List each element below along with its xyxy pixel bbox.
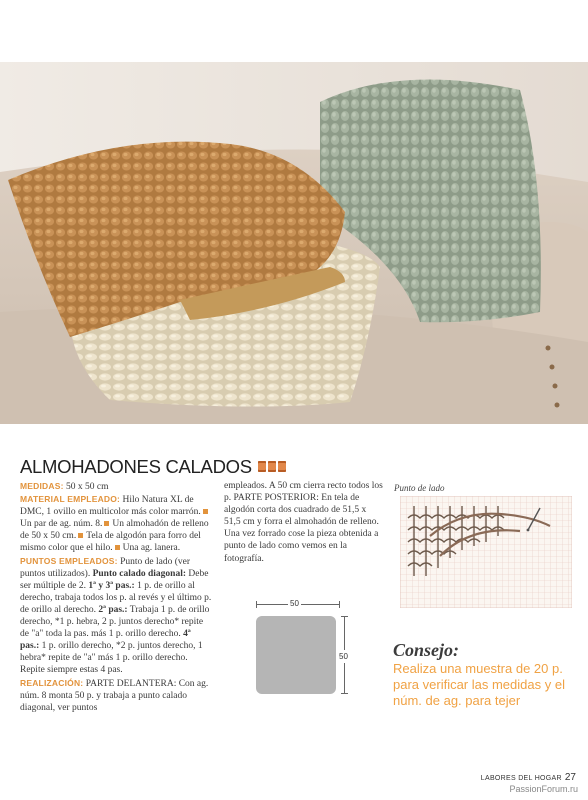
material-item: Un par de ag. núm. 8. — [20, 519, 103, 530]
pas-text: Trabaja 1 p. de orillo derecho, *1 p. hebra, 2 p. juntos derecho* repite de "a" toda la pas. más 1 p. orillo derecho. — [20, 604, 210, 640]
pas-label: 4ª pas.: — [20, 629, 191, 652]
realizacion-label: REALIZACIÓN: — [20, 677, 84, 688]
puntos-text: Debe ser múltiple de 2. — [20, 568, 209, 591]
realizacion-text: PARTE DELANTERA: Con ag. núm. 8 monta 50 p. y trabaja a punto calado diagonal, ver puntos — [20, 678, 209, 713]
page-number: 27 — [564, 772, 576, 783]
material-item: Un almohadón de relleno de 50 x 50 cm. — [20, 519, 209, 542]
bullet-icon — [203, 509, 208, 514]
difficulty-icons — [258, 461, 286, 472]
figure-caption: Punto de lado — [394, 483, 445, 493]
instructions-column-1 — [20, 480, 212, 714]
spool-icon — [278, 461, 286, 472]
size-diagram — [250, 600, 362, 700]
cushion-square — [256, 616, 336, 694]
publication-name: LABORES DEL HOGAR — [480, 775, 562, 782]
punto-calado-heading: Punto calado diagonal: — [92, 568, 187, 579]
material-item: Tela de algodón para forro del mismo color que el hilo. — [20, 531, 201, 554]
material-label: MATERIAL EMPLEADO: — [20, 494, 121, 505]
stitch-grid-illustration — [400, 496, 572, 608]
stitch-figure — [400, 496, 572, 608]
watermark: PassionForum.ru — [509, 784, 578, 794]
page-title — [20, 456, 286, 478]
spool-icon — [268, 461, 276, 472]
bullet-icon — [115, 545, 120, 550]
bullet-icon — [78, 533, 83, 538]
cushions-illustration — [0, 62, 588, 424]
tip-heading: Consejo: — [393, 640, 460, 660]
pas-label: 2ª pas.: — [98, 604, 128, 615]
tip-text: Realiza una muestra de 20 p. para verificar las medidas y el núm. de ag. para tejer — [393, 661, 565, 708]
tip-box — [393, 640, 573, 709]
material-item: Una ag. lanera. — [122, 543, 181, 554]
spool-icon — [258, 461, 266, 472]
height-label: 50 — [339, 652, 348, 661]
medidas-label: MEDIDAS: — [20, 481, 64, 491]
page-footer — [481, 767, 576, 785]
realizacion-continued: empleados. A 50 cm cierra recto todos los p. PARTE POSTERIOR: En tela de algodón corta dos cuadrado de 51,5 x 51,5 cm y forra el almohadón de relleno. Una vez forrado cose la pieza obtenida a punto de lado como vemos en la fotografía. — [224, 481, 383, 564]
instructions-column-2 — [224, 480, 384, 565]
width-label: 50 — [290, 599, 299, 608]
medidas-value: 50 x 50 cm — [63, 482, 109, 492]
pas-text: 1 p. de orillo al derecho, trabaja todos los p. al revés y el último p. de orillo al derecho. — [20, 580, 212, 615]
puntos-text: Punto de lado (ver puntos utilizados). — [20, 556, 190, 579]
puntos-label: PUNTOS EMPLEADOS: — [20, 555, 118, 566]
pas-text: 1 p. orillo derecho, *2 p. juntos derecho, 1 hebra* repite de "a" más 1 p. orillo derecho. Repite siempre estas 4 pas. — [20, 641, 203, 676]
title-text: ALMOHADONES CALADOS — [20, 456, 252, 477]
material-item: Hilo Natura XL de DMC, 1 ovillo en multicolor más color marrón. — [20, 495, 201, 518]
pas-label: 1ª y 3ª pas.: — [88, 580, 135, 591]
cushions-photo — [0, 62, 588, 424]
bullet-icon — [104, 521, 109, 526]
